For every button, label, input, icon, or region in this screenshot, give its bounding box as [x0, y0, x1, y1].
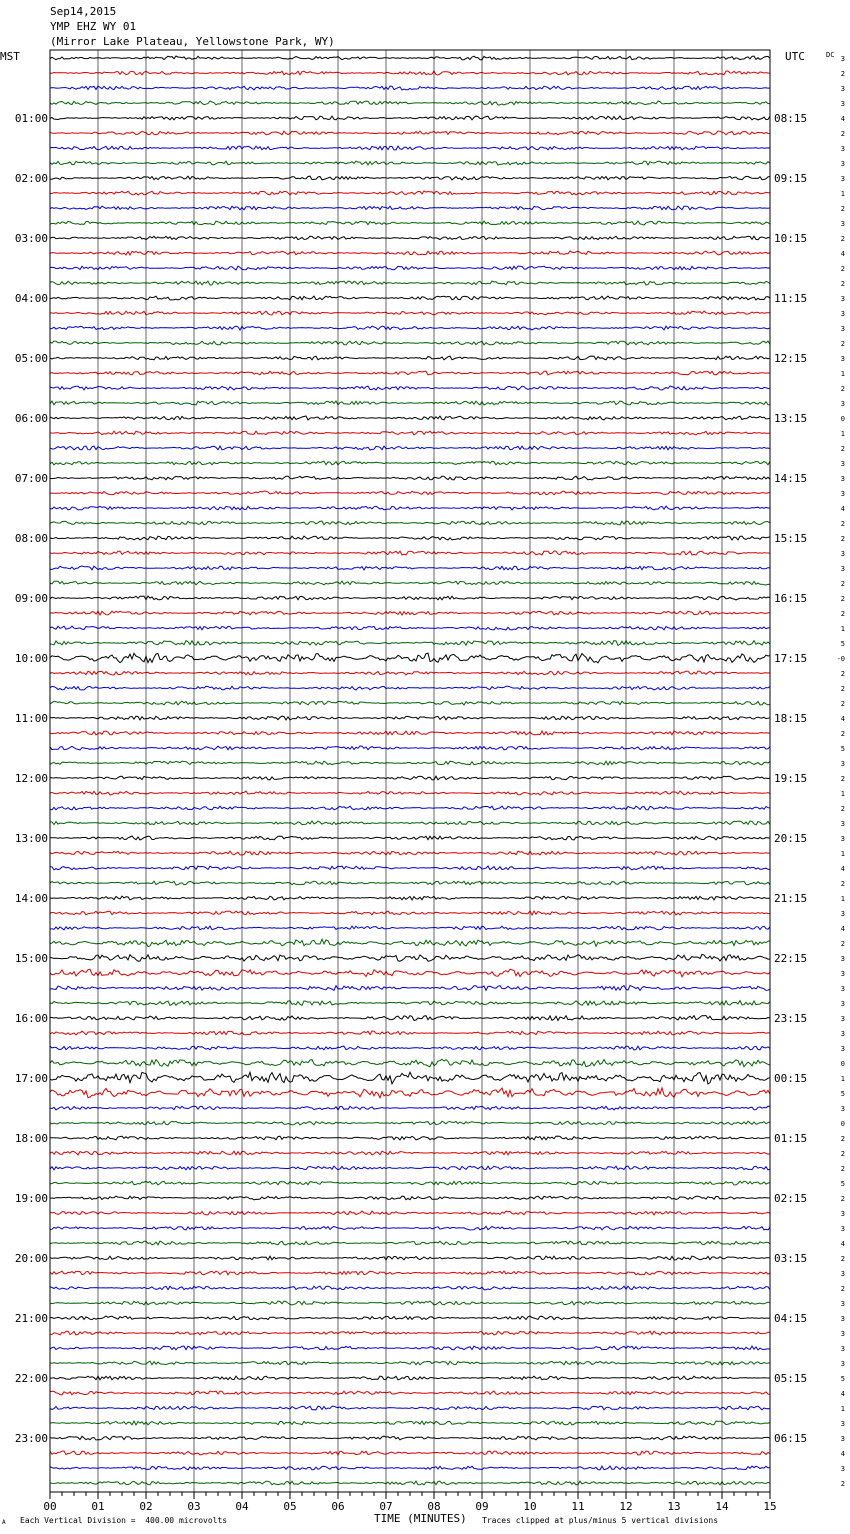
seismic-trace: [50, 251, 770, 255]
seismic-trace: [50, 836, 770, 840]
seismic-trace: [50, 311, 770, 315]
dc-offset-value: 2: [840, 1285, 845, 1293]
dc-offset-value: 3: [840, 1315, 845, 1323]
seismic-trace: [50, 686, 770, 690]
x-tick-label: 02: [139, 1500, 153, 1513]
x-tick-label: 05: [283, 1500, 297, 1513]
seismic-trace: [50, 581, 770, 585]
seismic-trace: [50, 851, 770, 855]
seismic-trace: [50, 596, 770, 600]
seismic-trace: [50, 939, 770, 946]
dc-offset-value: 3: [840, 175, 845, 183]
dc-offset-value: 2: [840, 775, 845, 783]
right-hour-label: 04:15: [774, 1312, 808, 1325]
left-hour-label: 10:00: [14, 652, 48, 665]
seismic-trace: [50, 491, 770, 495]
seismic-trace: [50, 1121, 770, 1125]
dc-offset-value: 3: [840, 1045, 845, 1053]
seismic-trace: [50, 56, 770, 60]
seismic-trace: [50, 266, 770, 270]
seismic-trace: [50, 1316, 770, 1320]
dc-offset-value: 3: [840, 760, 845, 768]
dc-offset-value: 3: [840, 310, 845, 318]
seismic-trace: [50, 1211, 770, 1215]
dc-offset-value: 2: [840, 1150, 845, 1158]
x-tick-label: 15: [763, 1500, 777, 1513]
dc-offset-value: 1: [840, 1405, 845, 1413]
seismic-trace: [50, 1406, 770, 1410]
seismic-trace: [50, 401, 770, 405]
left-hour-label: 01:00: [14, 112, 48, 125]
right-hour-label: 00:15: [774, 1072, 808, 1085]
dc-offset-value: 2: [840, 235, 845, 243]
dc-offset-value: 2: [840, 340, 845, 348]
seismic-trace: [50, 1046, 770, 1050]
dc-offset-value: 4: [840, 250, 845, 258]
seismic-trace: [50, 131, 770, 135]
dc-offset-value: 1: [840, 850, 845, 858]
left-hour-label: 20:00: [14, 1252, 48, 1265]
right-hour-label: 08:15: [774, 112, 808, 125]
dc-offset-value: 5: [840, 640, 845, 648]
dc-offset-value: 2: [840, 445, 845, 453]
seismic-trace: [50, 1106, 770, 1110]
right-hour-label: 06:15: [774, 1432, 808, 1445]
x-tick-label: 07: [379, 1500, 393, 1513]
seismic-trace: [50, 566, 770, 570]
seismic-trace: [50, 506, 770, 510]
seismic-trace: [50, 716, 770, 720]
dc-offset-value: 3: [840, 1030, 845, 1038]
right-hour-label: 20:15: [774, 832, 808, 845]
dc-offset-value: 4: [840, 1450, 845, 1458]
seismic-trace: [50, 761, 770, 765]
dc-offset-value: 3: [840, 55, 845, 63]
x-tick-label: 06: [331, 1500, 345, 1513]
seismic-trace: [50, 911, 770, 915]
dc-offset-value: 3: [840, 145, 845, 153]
dc-offset-value: 3: [840, 985, 845, 993]
dc-offset-value: 2: [840, 805, 845, 813]
seismic-trace: [50, 1481, 770, 1485]
right-hour-label: 23:15: [774, 1012, 808, 1025]
right-hour-label: 13:15: [774, 412, 808, 425]
right-hour-label: 10:15: [774, 232, 808, 245]
header-location: (Mirror Lake Plateau, Yellowstone Park, WY): [50, 35, 335, 48]
dc-offset-value: 3: [840, 1345, 845, 1353]
dc-offset-value: 3: [840, 955, 845, 963]
seismic-trace: [50, 1226, 770, 1230]
dc-offset-value: 3: [840, 910, 845, 918]
dc-offset-value: 3: [840, 1465, 845, 1473]
dc-offset-value: 5: [840, 1375, 845, 1383]
seismic-trace: [50, 1136, 770, 1140]
left-hour-label: 03:00: [14, 232, 48, 245]
x-tick-label: 09: [475, 1500, 489, 1513]
seismic-trace: [50, 881, 770, 885]
seismic-trace: [50, 371, 770, 375]
seismic-trace: [50, 116, 770, 120]
dc-offset-value: 3: [840, 1225, 845, 1233]
dc-offset-value: 1: [840, 190, 845, 198]
left-hour-label: 18:00: [14, 1132, 48, 1145]
dc-offset-value: 3: [840, 835, 845, 843]
right-zone-label: UTC: [785, 50, 805, 63]
dc-offset-value: 1: [840, 1075, 845, 1083]
seismic-trace: [50, 1181, 770, 1185]
x-tick-label: 14: [715, 1500, 729, 1513]
dc-offset-value: 2: [840, 940, 845, 948]
dc-offset-value: 2: [840, 280, 845, 288]
dc-offset-value: 0: [840, 415, 845, 423]
header-station: YMP EHZ WY 01: [50, 20, 137, 33]
dc-offset-value: 4: [840, 865, 845, 873]
x-axis-label: TIME (MINUTES): [374, 1512, 467, 1525]
dc-offset-value: 1: [840, 370, 845, 378]
right-hour-label: 17:15: [774, 652, 808, 665]
dc-offset-value: 3: [840, 820, 845, 828]
seismic-trace: [50, 731, 770, 735]
dc-offset-value: 2: [840, 1165, 845, 1173]
dc-offset-value: 2: [840, 1135, 845, 1143]
seismic-trace: [50, 476, 770, 480]
dc-offset-value: 2: [840, 1195, 845, 1203]
seismic-trace: [50, 236, 770, 240]
dc-offset-value: 2: [840, 685, 845, 693]
seismic-trace: [50, 101, 770, 105]
dc-offset-value: 1: [840, 895, 845, 903]
dc-offset-value: 3: [840, 400, 845, 408]
seismic-trace: [50, 776, 770, 780]
seismic-trace: [50, 1001, 770, 1006]
seismic-trace: [50, 671, 770, 675]
left-hour-label: 14:00: [14, 892, 48, 905]
left-hour-label: 09:00: [14, 592, 48, 605]
seismic-trace: [50, 954, 770, 961]
seismic-trace: [50, 1166, 770, 1170]
x-tick-label: 12: [619, 1500, 633, 1513]
seismic-trace: [50, 1376, 770, 1380]
seismic-trace: [50, 866, 770, 870]
dc-offset-value: 3: [840, 85, 845, 93]
left-hour-label: 08:00: [14, 532, 48, 545]
dc-offset-value: 4: [840, 1240, 845, 1248]
seismic-trace: [50, 986, 770, 991]
dc-offset-value: 2: [840, 265, 845, 273]
left-hour-label: 13:00: [14, 832, 48, 845]
seismic-trace: [50, 626, 770, 630]
dc-offset-value: 3: [840, 1330, 845, 1338]
dc-offset-value: 3: [840, 475, 845, 483]
seismic-trace: [50, 1016, 770, 1021]
right-hour-label: 16:15: [774, 592, 808, 605]
dc-offset-value: 3: [840, 1360, 845, 1368]
seismic-trace: [50, 161, 770, 165]
x-tick-label: 03: [187, 1500, 201, 1513]
dc-offset-value: 5: [840, 1180, 845, 1188]
x-tick-label: 01: [91, 1500, 105, 1513]
dc-offset-value: 3: [840, 550, 845, 558]
seismic-trace: [50, 1072, 770, 1084]
seismic-trace: [50, 1436, 770, 1440]
dc-offset-value: 3: [840, 1000, 845, 1008]
seismic-trace: [50, 176, 770, 180]
seismic-trace: [50, 536, 770, 540]
dc-offset-value: 2: [840, 1480, 845, 1488]
dc-offset-value: 3: [840, 490, 845, 498]
seismic-trace: [50, 1301, 770, 1305]
dc-offset-value: 5: [840, 1090, 845, 1098]
seismic-trace: [50, 221, 770, 225]
right-hour-label: 09:15: [774, 172, 808, 185]
seismic-trace: [50, 71, 770, 75]
seismic-trace: [50, 1391, 770, 1395]
dc-offset-value: -0: [836, 655, 845, 663]
dc-offset-value: 3: [840, 325, 845, 333]
seismic-trace: [50, 1271, 770, 1275]
seismic-trace: [50, 1256, 770, 1260]
footer-scale-note: Each Vertical Division = 400.00 microvolts: [20, 1516, 228, 1525]
seismic-trace: [50, 86, 770, 90]
seismic-trace: [50, 446, 770, 450]
left-hour-label: 21:00: [14, 1312, 48, 1325]
x-tick-label: 10: [523, 1500, 537, 1513]
seismic-trace: [50, 1331, 770, 1335]
right-hour-label: 01:15: [774, 1132, 808, 1145]
seismic-trace: [50, 326, 770, 330]
dc-offset-value: 2: [840, 535, 845, 543]
dc-offset-value: 2: [840, 130, 845, 138]
dc-offset-value: 4: [840, 1390, 845, 1398]
seismic-trace: [50, 416, 770, 420]
right-hour-label: 12:15: [774, 352, 808, 365]
dc-offset-value: 3: [840, 1435, 845, 1443]
seismic-trace: [50, 386, 770, 390]
x-tick-label: 11: [571, 1500, 585, 1513]
dc-offset-value: 3: [840, 355, 845, 363]
seismic-trace: [50, 431, 770, 435]
dc-offset-value: 0: [840, 1120, 845, 1128]
seismic-trace: [50, 1151, 770, 1155]
seismic-trace: [50, 551, 770, 555]
right-hour-label: 14:15: [774, 472, 808, 485]
seismic-trace: [50, 1196, 770, 1200]
seismic-trace: [50, 191, 770, 195]
seismic-trace: [50, 746, 770, 750]
right-hour-label: 11:15: [774, 292, 808, 305]
dc-offset-value: 1: [840, 790, 845, 798]
dc-offset-value: 2: [840, 595, 845, 603]
dc-offset-value: 2: [840, 205, 845, 213]
seismic-trace: [50, 1346, 770, 1350]
left-hour-label: 07:00: [14, 472, 48, 485]
seismic-trace: [50, 521, 770, 525]
dc-offset-value: 0: [840, 1060, 845, 1068]
dc-offset-value: 2: [840, 880, 845, 888]
seismic-trace: [50, 1241, 770, 1245]
seismic-trace: [50, 1466, 770, 1470]
seismic-trace: [50, 281, 770, 285]
dc-offset-value: 2: [840, 730, 845, 738]
left-hour-label: 04:00: [14, 292, 48, 305]
header-date: Sep14,2015: [50, 5, 117, 18]
dc-offset-value: 1: [840, 625, 845, 633]
seismic-trace: [50, 641, 770, 646]
dc-offset-value: 2: [840, 385, 845, 393]
right-hour-label: 21:15: [774, 892, 808, 905]
right-hour-label: 03:15: [774, 1252, 808, 1265]
dc-offset-value: 1: [840, 430, 845, 438]
seismic-trace: [50, 1088, 770, 1098]
dc-offset-value: 3: [840, 970, 845, 978]
x-tick-label: 00: [43, 1500, 57, 1513]
left-hour-label: 06:00: [14, 412, 48, 425]
seismic-trace: [50, 791, 770, 795]
dc-offset-value: 2: [840, 70, 845, 78]
dc-header-label: DC: [826, 51, 835, 59]
seismic-trace: [50, 653, 770, 663]
left-hour-label: 12:00: [14, 772, 48, 785]
seismic-trace: [50, 1059, 770, 1066]
footer-clip-note: Traces clipped at plus/minus 5 vertical divisions: [482, 1516, 719, 1525]
left-hour-label: 22:00: [14, 1372, 48, 1385]
dc-offset-value: 3: [840, 1015, 845, 1023]
dc-offset-value: 3: [840, 1105, 845, 1113]
left-hour-label: 02:00: [14, 172, 48, 185]
left-hour-label: 15:00: [14, 952, 48, 965]
dc-offset-value: 3: [840, 1420, 845, 1428]
dc-offset-value: 3: [840, 100, 845, 108]
dc-offset-value: 3: [840, 295, 845, 303]
seismic-trace: [50, 1361, 770, 1365]
seismic-trace: [50, 806, 770, 810]
dc-offset-value: 3: [840, 565, 845, 573]
left-hour-label: 17:00: [14, 1072, 48, 1085]
dc-offset-value: 4: [840, 925, 845, 933]
dc-offset-value: 2: [840, 610, 845, 618]
seismic-trace: [50, 1421, 770, 1425]
seismic-trace: [50, 896, 770, 900]
left-hour-label: 16:00: [14, 1012, 48, 1025]
right-hour-label: 02:15: [774, 1192, 808, 1205]
footer-corner-mark: A: [2, 1519, 6, 1526]
dc-offset-value: 2: [840, 1255, 845, 1263]
right-hour-label: 19:15: [774, 772, 808, 785]
x-tick-label: 08: [427, 1500, 441, 1513]
dc-offset-value: 2: [840, 520, 845, 528]
dc-offset-value: 2: [840, 670, 845, 678]
left-hour-label: 11:00: [14, 712, 48, 725]
x-tick-label: 13: [667, 1500, 681, 1513]
dc-offset-value: 5: [840, 745, 845, 753]
seismic-trace: [50, 821, 770, 825]
seismic-trace: [50, 701, 770, 705]
dc-offset-value: 4: [840, 715, 845, 723]
seismic-trace: [50, 206, 770, 210]
seismic-trace: [50, 1451, 770, 1455]
dc-offset-value: 4: [840, 115, 845, 123]
seismic-trace: [50, 461, 770, 465]
seismic-trace: [50, 341, 770, 345]
dc-offset-value: 3: [840, 1210, 845, 1218]
left-zone-label: MST: [0, 50, 20, 63]
dc-offset-value: 3: [840, 160, 845, 168]
dc-offset-value: 3: [840, 460, 845, 468]
seismic-trace: [50, 969, 770, 977]
seismic-trace: [50, 926, 770, 930]
right-hour-label: 15:15: [774, 532, 808, 545]
seismic-trace: [50, 1031, 770, 1035]
dc-offset-value: 2: [840, 580, 845, 588]
left-hour-label: 19:00: [14, 1192, 48, 1205]
dc-offset-value: 3: [840, 220, 845, 228]
dc-offset-value: 3: [840, 1300, 845, 1308]
seismic-trace: [50, 611, 770, 615]
dc-offset-value: 3: [840, 1270, 845, 1278]
left-hour-label: 23:00: [14, 1432, 48, 1445]
seismic-trace: [50, 356, 770, 360]
right-hour-label: 05:15: [774, 1372, 808, 1385]
x-tick-label: 04: [235, 1500, 249, 1513]
seismic-trace: [50, 1286, 770, 1290]
seismic-trace: [50, 146, 770, 150]
dc-offset-value: 2: [840, 700, 845, 708]
seismic-trace: [50, 296, 770, 300]
left-hour-label: 05:00: [14, 352, 48, 365]
right-hour-label: 22:15: [774, 952, 808, 965]
right-hour-label: 18:15: [774, 712, 808, 725]
dc-offset-value: 4: [840, 505, 845, 513]
